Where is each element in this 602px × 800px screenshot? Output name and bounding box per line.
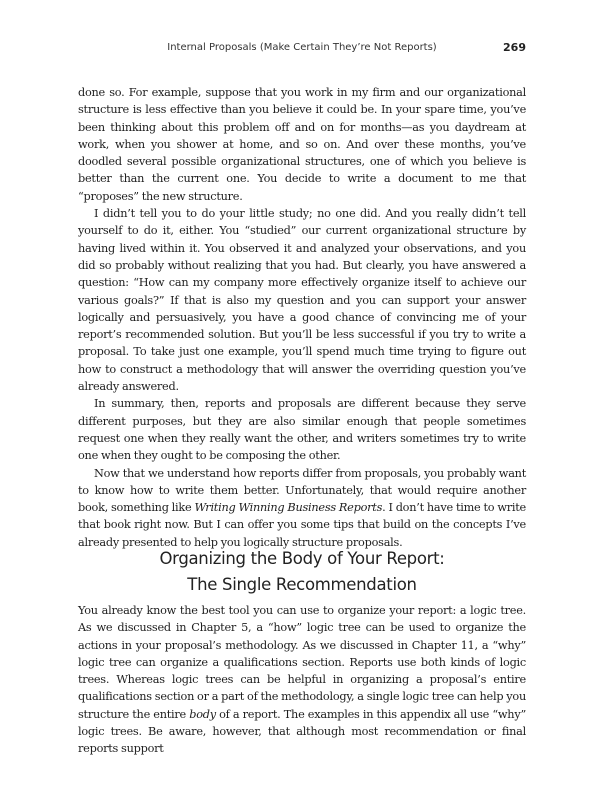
- paragraph-3: In summary, then, reports and proposals are different because they serve different purposes, but they are also similar enough that people sometimes request one when they really want the other, and writers sometimes try to write one when they ought to be composing the other.: [78, 397, 526, 463]
- paragraph-4-text-a: Now that we understand how reports differ from proposals, you probably want to know how to write them better. Unfortunately, that would require another book, something like: [78, 466, 526, 515]
- paragraph-1: done so. For example, suppose that you work in my firm and our organizational structure is less effective than you believe it could be. In your spare time, you’ve been thinking about this problem off and on for months—as you daydream at work, when you shower at home, and so on. And over these months, you’ve doodled several possible organizational structures, one of which you believe is better than the current one. You decide to write a document to me that “proposes” the new structure.: [78, 86, 526, 203]
- paragraph-5-text-a: You already know the best tool you can use to organize your report: a logic tree. As we discussed in Chapter 5, a “how” logic tree can be used to organize the actions in your proposal’s methodology. As we discussed in Chapter 11, a “why” logic tree can organize a qualifications section. Reports use both kinds of logic trees. Whereas logic trees can be helpful in organizing a proposal’s entire qualifications section or a part of the methodology, a single logic tree can help you structure the entire: [78, 604, 526, 721]
- running-header: [78, 41, 526, 57]
- paragraph-5: [78, 602, 526, 758]
- page-number: 269: [503, 41, 526, 54]
- paragraph-5-text-b: of a report. The examples in this appendix all use “why” logic trees. Be aware, however, that although most recommendation or final reports support: [78, 707, 526, 756]
- book-title: Writing Winning Business Reports: [194, 501, 383, 515]
- body-text-lower: [78, 602, 526, 758]
- section-heading-line-2: The Single Recommendation: [187, 575, 417, 594]
- emphasis-body: body: [189, 707, 216, 721]
- running-title: Internal Proposals (Make Certain They’re Not Reports): [167, 42, 437, 53]
- paragraph-4: [78, 465, 526, 551]
- paragraph-2: I didn’t tell you to do your little study; no one did. And you really didn’t tell yourself to do it, either. You “studied” our current organizational structure by having lived within it. You observed it and analyzed your observations, and you did so probably without realizing that you had. But clearly, you have answered a question: “How can my company more effectively organize itself to achieve our various goals?” If that is also my question and you can support your answer logically and persuasively, you have a good chance of convincing me of your report’s recommended solution. But you’ll be less successful if you try to write a proposal. To take just one example, you’ll spend much time trying to figure out how to construct a methodology that will answer the overriding question you’ve already answered.: [78, 207, 526, 394]
- body-text-upper: [78, 84, 526, 551]
- section-heading-line-1: Organizing the Body of Your Report:: [159, 549, 445, 568]
- paragraph-4-text-b: . I don’t have time to write that book right now. But I can offer you some tips that build on the concepts I’ve already presented to help you logically structure proposals.: [78, 501, 526, 549]
- section-heading: [78, 546, 526, 598]
